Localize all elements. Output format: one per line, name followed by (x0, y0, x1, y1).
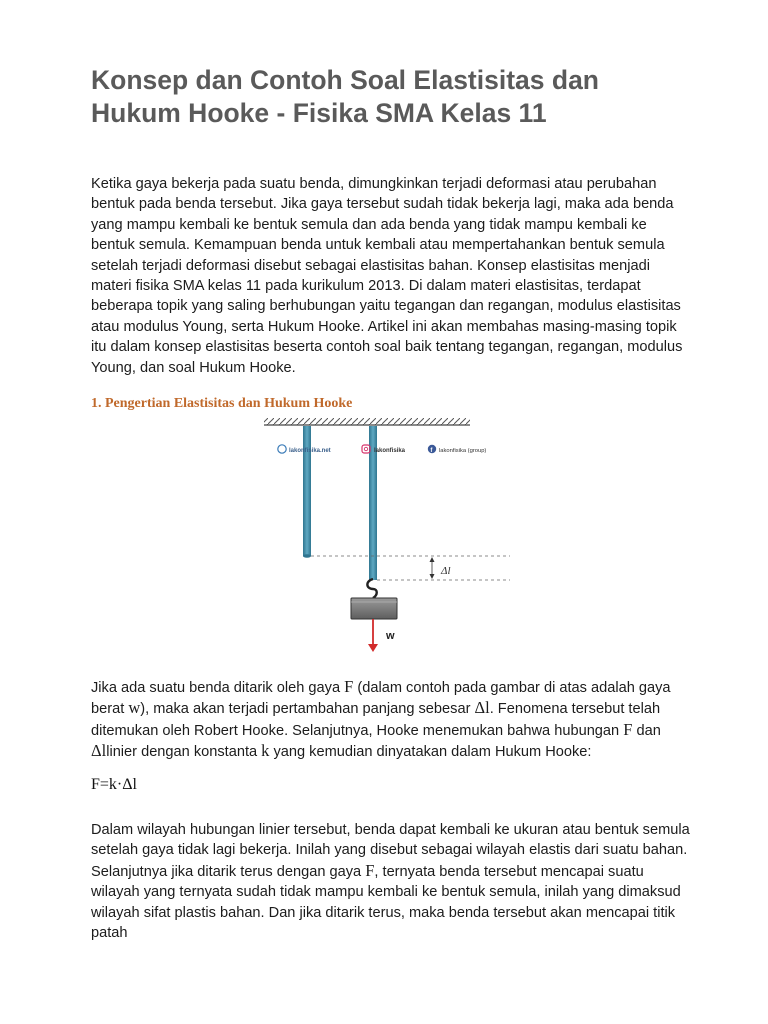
ceiling-support (264, 418, 470, 425)
section-heading: 1. Pengertian Elastisitas dan Hukum Hooke (91, 396, 353, 411)
weight-label: w (386, 630, 395, 642)
hook (367, 579, 376, 598)
watermark-facebook (428, 445, 487, 454)
hooke-law-paragraph: Jika ada suatu benda ditarik oleh gaya F (dalam contoh pada gambar di atas adalah gaya berat w), maka akan terjadi pertambahan panjang sebesar Δl. Fenomena tersebut telah ditemukan oleh Robert Hooke. Selanjutnya, Hooke menemukan bahwa hubungan F dan Δllinier dengan konstanta k yang kemudian dinyatakan dalam Hukum Hooke: (91, 677, 671, 761)
globe-icon (278, 445, 286, 453)
weight-block (351, 598, 397, 619)
svg-text:lakonfisika: lakonfisika (374, 448, 406, 454)
elastic-region-paragraph: Dalam wilayah hubungan linier tersebut, benda dapat kembali ke ukuran atau bentuk semula setelah gaya tidak lagi bekerja. Inilah yang disebut sebagai wilayah elastis dari suatu bahan. Selanjutnya jika ditarik terus dengan gaya F, ternyata benda tersebut mencapai suatu wilayah yang ternyata sudah tidak mampu kembali ke bentuk semula, inilah yang dimaksud wilayah sifat plastis bahan. Dan jika ditarik terus, maka benda tersebut akan mencapai titik patah (91, 822, 690, 942)
intro-paragraph: Ketika gaya bekerja pada suatu benda, dimungkinkan terjadi deformasi atau perubahan bentuk pada benda tersebut. Jika gaya tersebut sudah tidak bekerja lagi, maka ada benda yang mampu kembali ke bentuk semula dan ada benda yang tidak mampu kembali ke bentuk semula. Kemampuan benda untuk kembali atau mempertahankan bentuk semula setelah terjadi deformasi disebut sebagai elastisitas bahan. Konsep elastisitas menjadi materi fisika SMA kelas 11 pada kurikulum 2013. Di dalam materi elastisitas, terdapat beberapa topik yang saling berhubungan yaitu tegangan dan regangan, modulus elastisitas atau modulus Young, serta Hukum Hooke. Artikel ini akan membahas masing-masing topik itu dalam konsep elastisitas beserta contoh soal baik tentang tegangan, regangan, modulus Young, dan soal Hukum Hooke. (91, 176, 683, 376)
weight-arrow (368, 619, 378, 652)
hooke-law-figure (262, 418, 522, 663)
svg-text:f: f (430, 448, 433, 454)
svg-text:lakonfisika (group): lakonfisika (group) (439, 448, 487, 454)
hooke-law-equation: F=k·Δl (91, 776, 137, 793)
svg-text:lakonfisika.net: lakonfisika.net (289, 448, 331, 454)
watermark-instagram (362, 445, 406, 454)
instagram-icon (362, 445, 370, 453)
article-title: Konsep dan Contoh Soal Elastisitas dan Hukum Hooke - Fisika SMA Kelas 11 (91, 65, 599, 128)
rod-unstretched (303, 426, 311, 558)
delta-l-label: Δl (441, 565, 451, 577)
delta-l-dimension (430, 557, 435, 579)
